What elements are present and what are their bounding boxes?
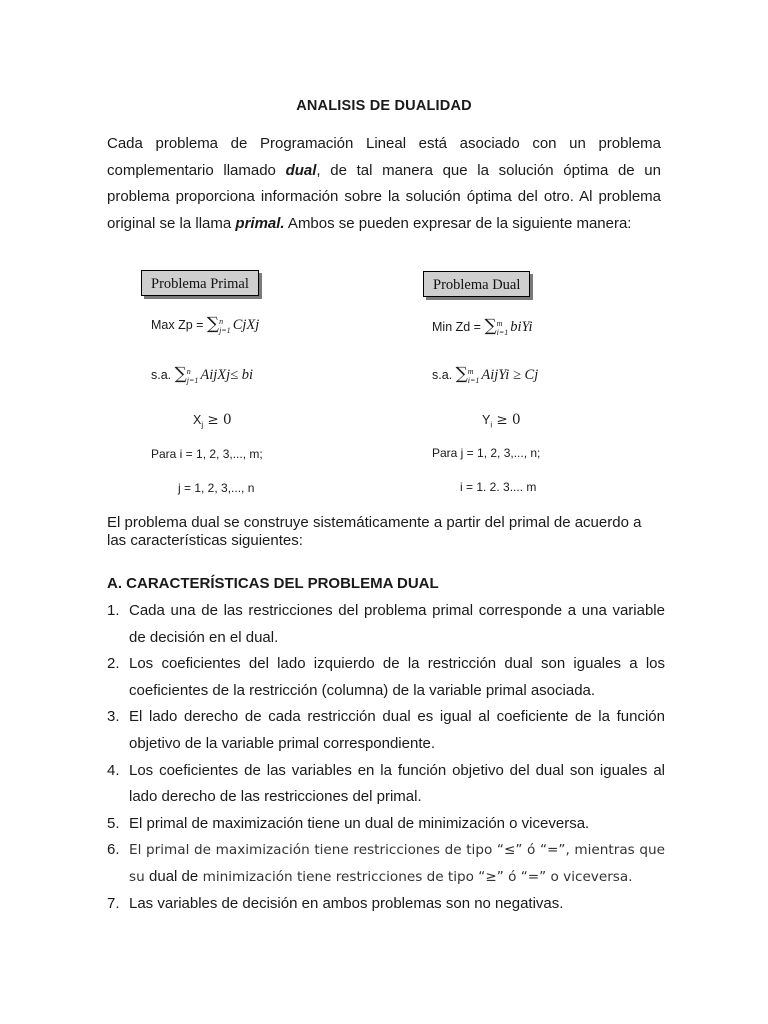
primal-range-2: j = 1, 2, 3,..., n xyxy=(178,481,255,495)
dual-constraint xyxy=(432,364,538,385)
sum-lower: j=1 xyxy=(219,325,231,335)
dual-sum-limits xyxy=(497,319,509,337)
intro-text-3: Ambos se pueden expresar de la siguiente manera: xyxy=(284,214,632,232)
primal-emphasis: primal. xyxy=(235,214,285,232)
primal-nonneg-expr: ≥ 0 xyxy=(203,412,232,428)
sum-upper: m xyxy=(467,366,474,376)
sum-lower: i=1 xyxy=(496,327,509,337)
sum-lower: j=1 xyxy=(186,375,199,385)
intro-text-1: Cada problema de Programación Lineal está asociado con un problema complementario llamado xyxy=(107,135,661,179)
sum-upper: m xyxy=(496,318,503,328)
intro-text-2: , de tal manera que la solución óptima de un problema proporciona información sobre la solución óptima del otro. Al problema original se la llama xyxy=(107,161,661,232)
list-number: 3. xyxy=(107,708,120,726)
dual-objective xyxy=(432,316,533,337)
sum-upper: n xyxy=(186,366,191,376)
dual-objective-expr: biYi xyxy=(510,319,533,335)
primal-var: X xyxy=(193,413,202,427)
primal-objective xyxy=(151,314,259,335)
list-item-text: Los coeficientes de las variables en la función objetivo del dual son iguales al lado derecho de las restricciones del primal. xyxy=(129,761,665,806)
primal-nonnegativity xyxy=(193,412,232,430)
intro-paragraph xyxy=(107,131,661,237)
summation-symbol: ∑ xyxy=(206,314,220,334)
construction-paragraph: El problema dual se construye sistemáticamente a partir del primal de acuerdo a las características siguientes: xyxy=(107,514,642,549)
sum-upper: n xyxy=(219,316,224,326)
list-item-text: El primal de maximización tiene restricciones de tipo “≤” ó “=”, mientras que su xyxy=(129,842,665,885)
dual-st-limits xyxy=(468,367,480,385)
dual-emphasis: dual xyxy=(285,161,317,179)
primal-st-prefix: s.a. xyxy=(151,368,175,382)
primal-constraint xyxy=(151,364,253,385)
list-item xyxy=(107,758,665,811)
list-item-text: minimización tiene restricciones de tipo “≥” ó “=” o viceversa. xyxy=(198,868,633,885)
list-number: 5. xyxy=(107,814,120,832)
list-item-text: El lado derecho de cada restricción dual es igual al coeficiente de la función objetivo de la variable primal correspondiente. xyxy=(129,708,665,752)
dual-var: Y xyxy=(482,413,491,427)
characteristics-list xyxy=(107,598,665,917)
list-number: 1. xyxy=(107,602,120,619)
dual-box-label: Problema Dual xyxy=(423,271,530,297)
dual-nonneg-expr: ≥ 0 xyxy=(492,412,521,428)
list-item xyxy=(107,891,665,918)
list-item-text-dark: dual de xyxy=(149,867,199,885)
list-number: 2. xyxy=(107,655,120,673)
list-item xyxy=(107,651,665,704)
page-title: ANALISIS DE DUALIDAD xyxy=(296,98,472,114)
dual-range-1: Para j = 1, 2, 3,..., n; xyxy=(432,446,541,460)
list-item xyxy=(107,598,665,651)
dual-st-prefix: s.a. xyxy=(432,368,456,382)
section-heading: A. CARACTERÍSTICAS DEL PROBLEMA DUAL xyxy=(107,575,439,592)
summation-symbol: ∑ xyxy=(174,364,187,384)
dual-constraint-expr: AijYi ≥ Cj xyxy=(481,367,539,383)
sum-lower: i=1 xyxy=(467,375,480,385)
list-item xyxy=(107,837,665,890)
primal-sum-limits xyxy=(219,317,231,335)
list-item xyxy=(107,704,665,757)
list-item-text: Los coeficientes del lado izquierdo de la restricción dual son iguales a los coeficientes de la restricción (columna) de la variable primal asociada. xyxy=(129,655,665,699)
primal-st-limits xyxy=(187,367,199,385)
dual-objective-prefix: Min Zd = xyxy=(432,320,485,334)
list-number: 4. xyxy=(107,761,120,779)
primal-var-sub: j xyxy=(201,420,204,430)
primal-range-1: Para i = 1, 2, 3,..., m; xyxy=(151,447,263,461)
primal-constraint-expr: AijXj≤ bi xyxy=(200,367,254,383)
list-number: 6. xyxy=(107,841,120,859)
list-item xyxy=(107,811,665,838)
dual-var-sub: i xyxy=(490,420,493,430)
dual-range-2: i = 1. 2. 3.... m xyxy=(460,480,537,494)
list-number: 7. xyxy=(107,894,120,912)
list-item-text: El primal de maximización tiene un dual de minimización o viceversa. xyxy=(129,814,590,832)
summation-symbol: ∑ xyxy=(484,316,497,336)
primal-objective-expr: CjXj xyxy=(232,317,260,333)
list-item-text: Las variables de decisión en ambos problemas son no negativas. xyxy=(129,894,564,912)
summation-symbol: ∑ xyxy=(455,364,468,384)
primal-box-label: Problema Primal xyxy=(141,270,259,296)
dual-nonnegativity xyxy=(482,412,521,430)
list-item-text: Cada una de las restricciones del problema primal corresponde a una variable de decisión en el dual. xyxy=(129,602,665,646)
primal-objective-prefix: Max Zp = xyxy=(151,318,207,332)
